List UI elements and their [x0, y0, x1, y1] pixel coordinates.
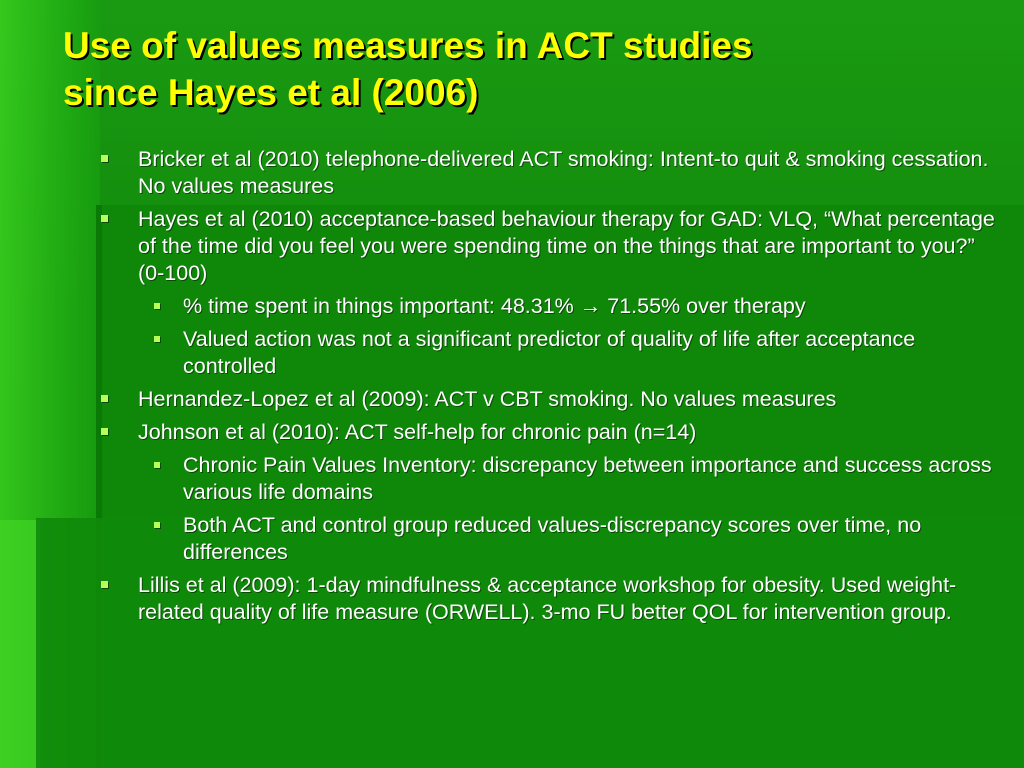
sub-list-item-text: Valued action was not a significant predictor of quality of life after acceptance controlled — [183, 327, 916, 378]
list-item — [100, 206, 1000, 287]
square-bullet-icon — [154, 336, 160, 342]
bullet-list — [100, 146, 1000, 632]
sub-list-item-text: Both ACT and control group reduced values-discrepancy scores over time, no differences — [183, 513, 922, 564]
square-bullet-icon — [154, 522, 160, 528]
square-bullet-icon — [154, 462, 160, 468]
square-bullet-icon — [101, 215, 108, 222]
list-item-text: Hernandez-Lopez et al (2009): ACT v CBT smoking. No values measures — [138, 387, 837, 411]
sub-list-item — [100, 293, 1000, 320]
list-item-text: Hayes et al (2010) acceptance-based behaviour therapy for GAD: VLQ, “What percentage of the time did you feel you were spending time on the things that are important to you?” (0-100) — [138, 207, 995, 285]
list-item — [100, 146, 1000, 200]
sub-list-item — [100, 452, 1000, 506]
slide-title-line-1: Use of values measures in ACT studies — [63, 25, 753, 66]
list-item-text: Lillis et al (2009): 1-day mindfulness & acceptance workshop for obesity. Used weight-related quality of life measure (ORWELL). 3-mo FU better QOL for intervention group. — [138, 573, 957, 624]
sub-list-item — [100, 326, 1000, 380]
list-item-text: Johnson et al (2010): ACT self-help for chronic pain (n=14) — [138, 420, 697, 444]
list-item-text: Bricker et al (2010) telephone-delivered ACT smoking: Intent-to quit & smoking cessation. No values measures — [138, 147, 989, 198]
sub-list-item-text: % time spent in things important: 48.31% → 71.55% over therapy — [183, 294, 806, 318]
list-item — [100, 386, 1000, 413]
slide-title — [63, 22, 1003, 116]
square-bullet-icon — [101, 428, 108, 435]
square-bullet-icon — [101, 581, 108, 588]
square-bullet-icon — [101, 155, 108, 162]
square-bullet-icon — [154, 303, 160, 309]
sub-list-item — [100, 512, 1000, 566]
list-item — [100, 572, 1000, 626]
background-left-accent — [0, 520, 40, 768]
square-bullet-icon — [101, 395, 108, 402]
slide-title-line-2: since Hayes et al (2006) — [63, 72, 479, 113]
list-item — [100, 419, 1000, 446]
sub-list-item-text: Chronic Pain Values Inventory: discrepancy between importance and success across various life domains — [183, 453, 992, 504]
